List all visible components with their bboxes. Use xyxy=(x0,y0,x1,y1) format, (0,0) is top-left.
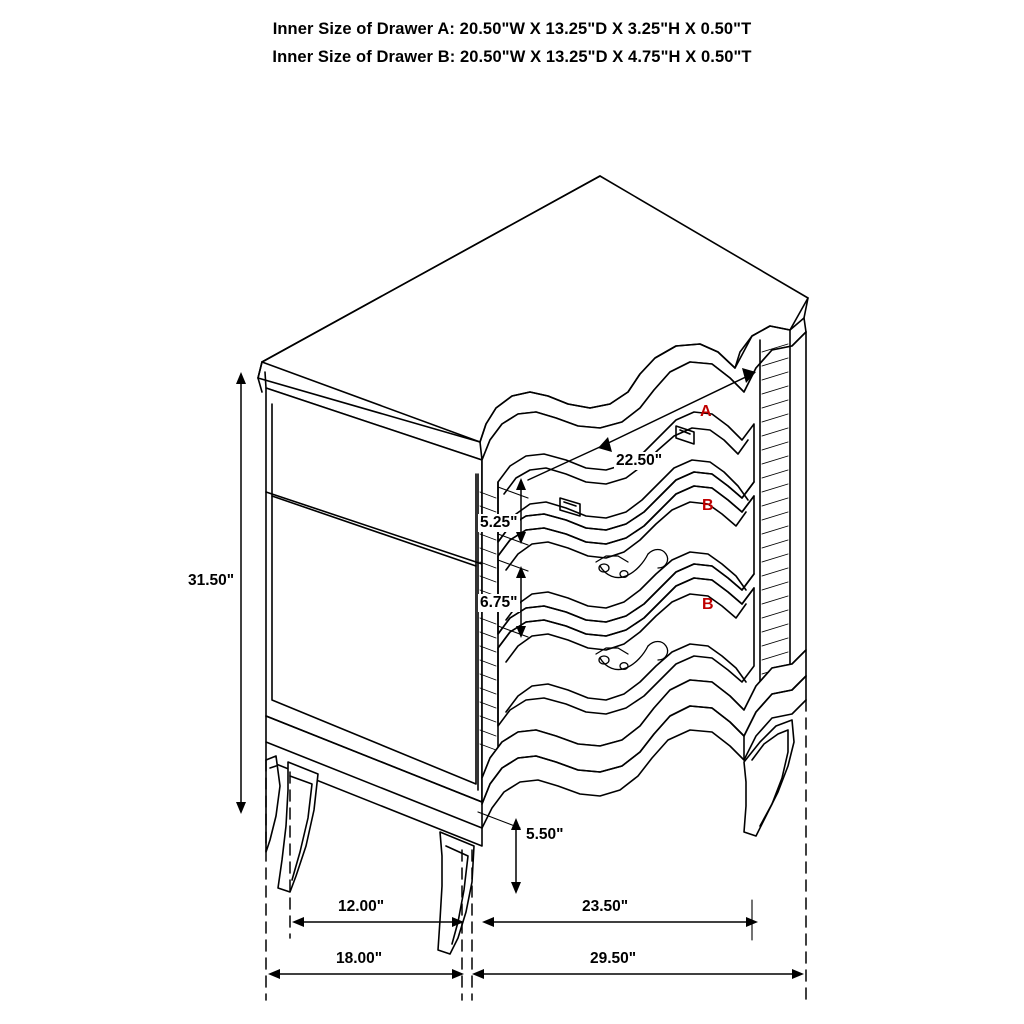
label-drawer-a-height: 5.25" xyxy=(480,514,518,531)
label-drawer-b-height: 6.75" xyxy=(480,594,518,611)
drawer-b-inner-size-text: Inner Size of Drawer B: 20.50"W X 13.25"D X 4.75"H X 0.50"T xyxy=(272,48,752,66)
label-total-height: 31.50" xyxy=(188,572,235,589)
label-depth-front: 12.00" xyxy=(338,898,385,915)
label-width-front: 23.50" xyxy=(582,898,629,915)
drawer-a-inner-size-text: Inner Size of Drawer A: 20.50"W X 13.25"D X 3.25"H X 0.50"T xyxy=(272,20,752,38)
drawer-tag-b2: B xyxy=(702,596,714,613)
drawer-tag-b1: B xyxy=(702,497,714,514)
label-depth-total: 18.00" xyxy=(336,950,383,967)
label-drawer-width: 22.50" xyxy=(616,452,663,469)
label-leg-height: 5.50" xyxy=(526,826,564,843)
label-width-total: 29.50" xyxy=(590,950,637,967)
drawer-tag-a: A xyxy=(700,403,712,420)
